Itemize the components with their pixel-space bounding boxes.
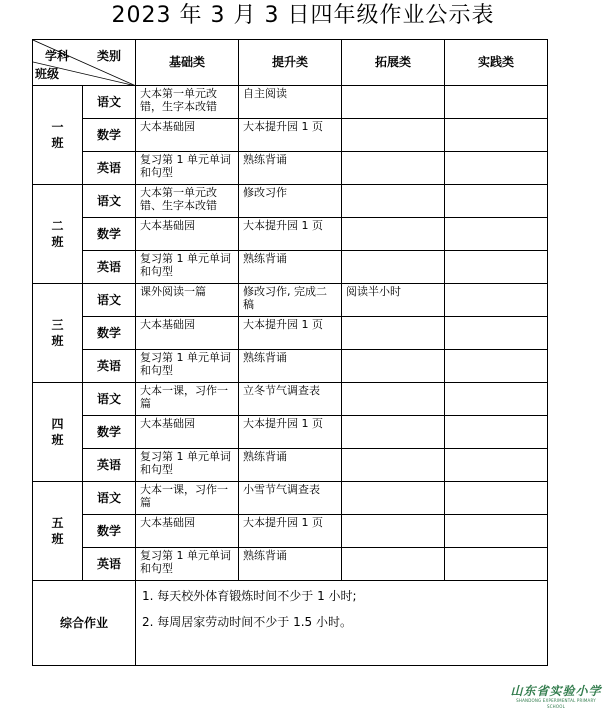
homework-cell-basic: 大本基础园 <box>136 515 239 548</box>
subject-cell: 语文 <box>83 482 136 515</box>
homework-cell-practice <box>445 449 548 482</box>
homework-cell-extension <box>342 86 445 119</box>
homework-cell-advanced: 自主阅读 <box>239 86 342 119</box>
homework-cell-extension <box>342 185 445 218</box>
homework-cell-extension: 阅读半小时 <box>342 284 445 317</box>
logo-english: SHANDONG EXPERIMENTAL PRIMARY SCHOOL <box>516 698 596 709</box>
homework-cell-advanced: 修改习作, 完成二稿 <box>239 284 342 317</box>
homework-cell-advanced: 熟练背诵 <box>239 251 342 284</box>
col-header-extension: 拓展类 <box>342 40 445 86</box>
comprehensive-label: 综合作业 <box>33 581 136 666</box>
homework-cell-extension <box>342 317 445 350</box>
homework-cell-basic: 大本基础园 <box>136 218 239 251</box>
homework-cell-advanced: 大本提升园 1 页 <box>239 515 342 548</box>
table-row <box>33 119 548 152</box>
homework-cell-advanced: 大本提升园 1 页 <box>239 119 342 152</box>
homework-cell-practice <box>445 218 548 251</box>
note-line: 2. 每周居家劳动时间不少于 1.5 小时。 <box>142 615 352 629</box>
homework-cell-basic: 复习第 1 单元单词和句型 <box>136 449 239 482</box>
subject-cell: 英语 <box>83 350 136 383</box>
subject-cell: 数学 <box>83 218 136 251</box>
table-row <box>33 449 548 482</box>
homework-cell-basic: 复习第 1 单元单词和句型 <box>136 152 239 185</box>
corner-class-label: 班级 <box>35 67 60 81</box>
class-name-cell: 四 班 <box>33 383 83 482</box>
table-row <box>33 251 548 284</box>
subject-cell: 英语 <box>83 251 136 284</box>
header-row <box>33 40 548 86</box>
homework-cell-basic: 大本一课，习作一篇 <box>136 482 239 515</box>
homework-cell-advanced: 大本提升园 1 页 <box>239 317 342 350</box>
homework-cell-practice <box>445 86 548 119</box>
table-row <box>33 185 548 218</box>
page-title: 2023 年 3 月 3 日四年级作业公示表 <box>111 3 495 28</box>
subject-cell: 英语 <box>83 548 136 581</box>
homework-cell-extension <box>342 218 445 251</box>
subject-cell: 语文 <box>83 383 136 416</box>
homework-cell-practice <box>445 515 548 548</box>
homework-cell-practice <box>445 416 548 449</box>
homework-cell-extension <box>342 350 445 383</box>
homework-cell-practice <box>445 185 548 218</box>
homework-cell-extension <box>342 449 445 482</box>
homework-cell-basic: 大本一课，习作一篇 <box>136 383 239 416</box>
note-line: 1. 每天校外体育锻炼时间不少于 1 小时; <box>142 589 357 603</box>
subject-cell: 语文 <box>83 185 136 218</box>
corner-subject-label: 学科 <box>45 49 70 63</box>
table-row <box>33 416 548 449</box>
homework-cell-extension <box>342 152 445 185</box>
homework-cell-practice <box>445 152 548 185</box>
homework-cell-advanced: 小雪节气调查表 <box>239 482 342 515</box>
class-name-cell: 五 班 <box>33 482 83 581</box>
subject-cell: 数学 <box>83 317 136 350</box>
subject-cell: 语文 <box>83 284 136 317</box>
comprehensive-notes <box>136 581 548 666</box>
class-name-cell: 一 班 <box>33 86 83 185</box>
homework-cell-advanced: 立冬节气调查表 <box>239 383 342 416</box>
homework-cell-basic: 大本第一单元改错、生字本改错 <box>136 185 239 218</box>
subject-cell: 英语 <box>83 152 136 185</box>
homework-cell-advanced: 熟练背诵 <box>239 350 342 383</box>
table-row <box>33 548 548 581</box>
table-row <box>33 284 548 317</box>
col-header-practice: 实践类 <box>445 40 548 86</box>
homework-cell-basic: 大本基础园 <box>136 416 239 449</box>
homework-cell-practice <box>445 383 548 416</box>
homework-table <box>32 39 548 666</box>
logo-chinese: 山东省实验小学 <box>510 684 602 698</box>
homework-cell-extension <box>342 548 445 581</box>
table-row <box>33 515 548 548</box>
corner-header <box>33 40 136 86</box>
table-row <box>33 152 548 185</box>
homework-cell-extension <box>342 515 445 548</box>
col-header-advanced: 提升类 <box>239 40 342 86</box>
homework-cell-basic: 大本第一单元改错，生字本改错 <box>136 86 239 119</box>
homework-cell-basic: 大本基础园 <box>136 317 239 350</box>
homework-cell-extension <box>342 416 445 449</box>
table-row <box>33 317 548 350</box>
table-row <box>33 383 548 416</box>
homework-cell-advanced: 熟练背诵 <box>239 548 342 581</box>
homework-cell-practice <box>445 317 548 350</box>
class-name-cell: 三 班 <box>33 284 83 383</box>
school-logo <box>508 684 604 710</box>
subject-cell: 数学 <box>83 416 136 449</box>
homework-cell-advanced: 熟练背诵 <box>239 152 342 185</box>
homework-cell-extension <box>342 383 445 416</box>
homework-cell-practice <box>445 482 548 515</box>
homework-cell-practice <box>445 251 548 284</box>
class-name-cell: 二 班 <box>33 185 83 284</box>
table-row <box>33 86 548 119</box>
homework-cell-advanced: 熟练背诵 <box>239 449 342 482</box>
table-row <box>33 482 548 515</box>
corner-category-label: 类别 <box>97 49 122 63</box>
homework-cell-extension <box>342 251 445 284</box>
homework-cell-practice <box>445 284 548 317</box>
homework-cell-practice <box>445 548 548 581</box>
homework-cell-practice <box>445 119 548 152</box>
comprehensive-row <box>33 581 548 666</box>
homework-cell-extension <box>342 482 445 515</box>
homework-cell-extension <box>342 119 445 152</box>
homework-cell-advanced: 大本提升园 1 页 <box>239 218 342 251</box>
subject-cell: 英语 <box>83 449 136 482</box>
homework-cell-basic: 课外阅读一篇 <box>136 284 239 317</box>
homework-cell-basic: 复习第 1 单元单词和句型 <box>136 548 239 581</box>
subject-cell: 语文 <box>83 86 136 119</box>
subject-cell: 数学 <box>83 119 136 152</box>
table-row <box>33 350 548 383</box>
subject-cell: 数学 <box>83 515 136 548</box>
col-header-basic: 基础类 <box>136 40 239 86</box>
homework-cell-practice <box>445 350 548 383</box>
homework-cell-basic: 复习第 1 单元单词和句型 <box>136 350 239 383</box>
homework-cell-basic: 大本基础园 <box>136 119 239 152</box>
table-row <box>33 218 548 251</box>
homework-cell-basic: 复习第 1 单元单词和句型 <box>136 251 239 284</box>
homework-cell-advanced: 修改习作 <box>239 185 342 218</box>
homework-cell-advanced: 大本提升园 1 页 <box>239 416 342 449</box>
